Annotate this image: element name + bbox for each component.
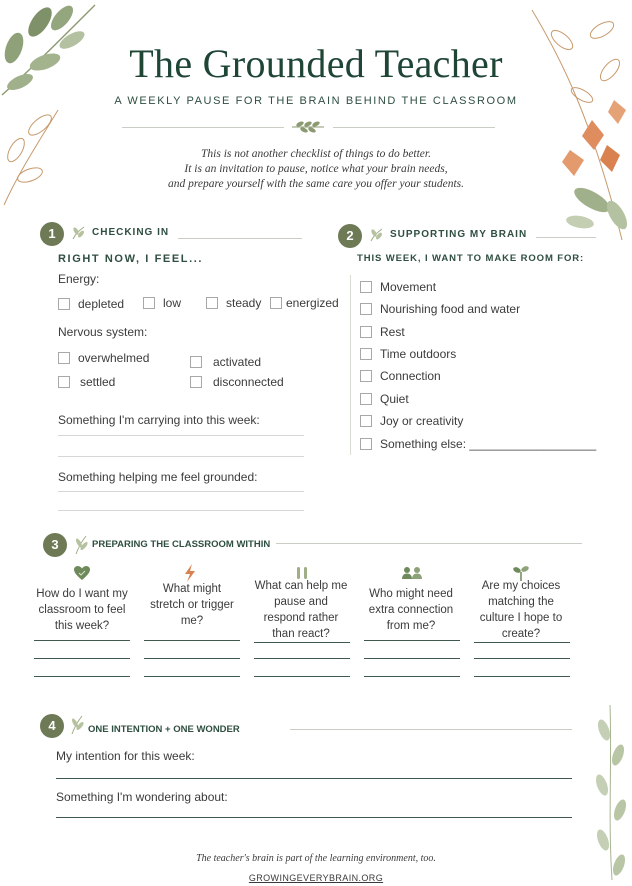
checkbox-box[interactable]	[360, 415, 372, 427]
answer-line[interactable]	[144, 640, 240, 641]
checkbox-depleted[interactable]: depleted	[58, 297, 124, 311]
answer-line[interactable]	[34, 658, 130, 659]
answer-line[interactable]	[34, 640, 130, 641]
answer-line[interactable]	[364, 640, 460, 641]
section-1-number: 1	[40, 222, 64, 246]
checkbox-box[interactable]	[360, 393, 372, 405]
checkbox-box[interactable]	[58, 352, 70, 364]
checkbox-box[interactable]	[190, 356, 202, 368]
feel-prompt: RIGHT NOW, I FEEL...	[58, 253, 204, 265]
grounded-line-1[interactable]	[58, 491, 304, 492]
checkbox-energized[interactable]: energized	[270, 296, 339, 310]
intention-label: My intention for this week:	[56, 749, 195, 763]
section-4-heading: ONE INTENTION + ONE WONDER	[88, 724, 240, 735]
question-stretch-trigger: What might stretch or trigger me?	[150, 583, 234, 627]
answer-line[interactable]	[474, 642, 570, 643]
divider-left	[122, 127, 284, 128]
question-classroom-feel: How do I want my classroom to feel this week?	[36, 588, 128, 632]
leaf-icon	[68, 714, 86, 736]
answer-line[interactable]	[364, 676, 460, 677]
checkbox-box[interactable]	[360, 348, 372, 360]
section-1-rule	[178, 238, 302, 239]
answer-line[interactable]	[34, 676, 130, 677]
checkbox-settled[interactable]: settled	[58, 375, 115, 389]
checkbox-box[interactable]	[58, 298, 70, 310]
grounded-label: Something helping me feel grounded:	[58, 470, 258, 484]
checkbox-box[interactable]	[360, 326, 372, 338]
intro-text: This is not another checklist of things to do better. It is an invitation to pause, notice what your brain needs, and prepare yourself with the same care you offer your students.	[167, 148, 465, 190]
sprig-divider-icon	[290, 119, 326, 135]
answer-line[interactable]	[474, 658, 570, 659]
checkbox-movement[interactable]: Movement	[360, 280, 436, 294]
checkbox-rest[interactable]: Rest	[360, 325, 405, 339]
nervous-label: Nervous system:	[58, 325, 148, 339]
make-room-prompt: THIS WEEK, I WANT TO MAKE ROOM FOR:	[357, 253, 585, 264]
answer-line[interactable]	[474, 676, 570, 677]
section-3-rule	[276, 543, 582, 544]
people-icon	[401, 566, 423, 580]
checkbox-connection[interactable]: Connection	[360, 369, 441, 383]
answer-line[interactable]	[144, 658, 240, 659]
question-extra-connection: Who might need extra connection from me?	[368, 588, 454, 632]
checkbox-box[interactable]	[360, 438, 372, 450]
answer-line[interactable]	[254, 676, 350, 677]
footer-link[interactable]	[0, 868, 632, 886]
grounded-line-2[interactable]	[58, 510, 304, 511]
checkbox-box[interactable]	[58, 376, 70, 388]
leaves-top-right-icon	[522, 0, 632, 250]
checkbox-low[interactable]: low	[143, 296, 181, 310]
checkbox-box[interactable]	[190, 376, 202, 388]
section-2-heading: SUPPORTING MY BRAIN	[390, 229, 528, 240]
energy-label: Energy:	[58, 272, 100, 286]
answer-line[interactable]	[364, 658, 460, 659]
checkbox-steady[interactable]: steady	[206, 296, 261, 310]
section-2-number: 2	[338, 224, 362, 248]
leaf-icon	[368, 227, 384, 243]
checkbox-box[interactable]	[143, 297, 155, 309]
checkbox-nourishing[interactable]: Nourishing food and water	[360, 302, 520, 316]
section-1-heading: CHECKING IN	[92, 227, 170, 238]
checkbox-activated[interactable]: activated	[190, 355, 261, 369]
carrying-line-1[interactable]	[58, 435, 304, 436]
checkbox-time-outdoors[interactable]: Time outdoors	[360, 347, 456, 361]
checkbox-box[interactable]	[360, 303, 372, 315]
section-3-number: 3	[43, 533, 67, 557]
question-choices-culture: Are my choices matching the culture I hope to create?	[479, 580, 563, 640]
carrying-line-2[interactable]	[58, 456, 304, 457]
section-3-heading: PREPARING THE CLASSROOM WITHIN	[92, 539, 271, 550]
page-title: The Grounded Teacher	[129, 41, 503, 86]
carrying-label: Something I'm carrying into this week:	[58, 413, 260, 427]
checkbox-quiet[interactable]: Quiet	[360, 392, 409, 406]
question-pause-respond: What can help me pause and respond rather than react?	[254, 580, 348, 640]
checkbox-box[interactable]	[360, 281, 372, 293]
footer-tagline: The teacher's brain is part of the learning environment, too.	[196, 853, 436, 864]
checkbox-box[interactable]	[270, 297, 282, 309]
heart-icon	[73, 565, 91, 581]
answer-line[interactable]	[144, 676, 240, 677]
checkbox-disconnected[interactable]: disconnected	[190, 375, 284, 389]
answer-line[interactable]	[254, 642, 350, 643]
checkbox-box[interactable]	[206, 297, 218, 309]
section-2-vertical-rule	[350, 275, 351, 455]
wonder-line[interactable]	[56, 817, 572, 818]
checkbox-box[interactable]	[360, 370, 372, 382]
leaf-icon	[70, 225, 86, 241]
section-4-number: 4	[40, 714, 64, 738]
answer-line[interactable]	[254, 658, 350, 659]
wonder-label: Something I'm wondering about:	[56, 790, 228, 804]
leaf-icon	[72, 534, 90, 556]
checkbox-something-else[interactable]: Something else: ___________________	[360, 437, 596, 451]
section-2-rule	[536, 237, 596, 238]
footer-link-text[interactable]: GROWINGEVERYBRAIN.ORG	[248, 873, 384, 883]
checkbox-overwhelmed[interactable]: overwhelmed	[58, 351, 149, 365]
lightning-icon	[184, 563, 196, 583]
divider-right	[333, 127, 495, 128]
intention-line[interactable]	[56, 778, 572, 779]
page-subtitle: A WEEKLY PAUSE FOR THE BRAIN BEHIND THE CLASSROOM	[114, 95, 518, 107]
checkbox-joy[interactable]: Joy or creativity	[360, 414, 463, 428]
section-4-rule	[290, 729, 572, 730]
